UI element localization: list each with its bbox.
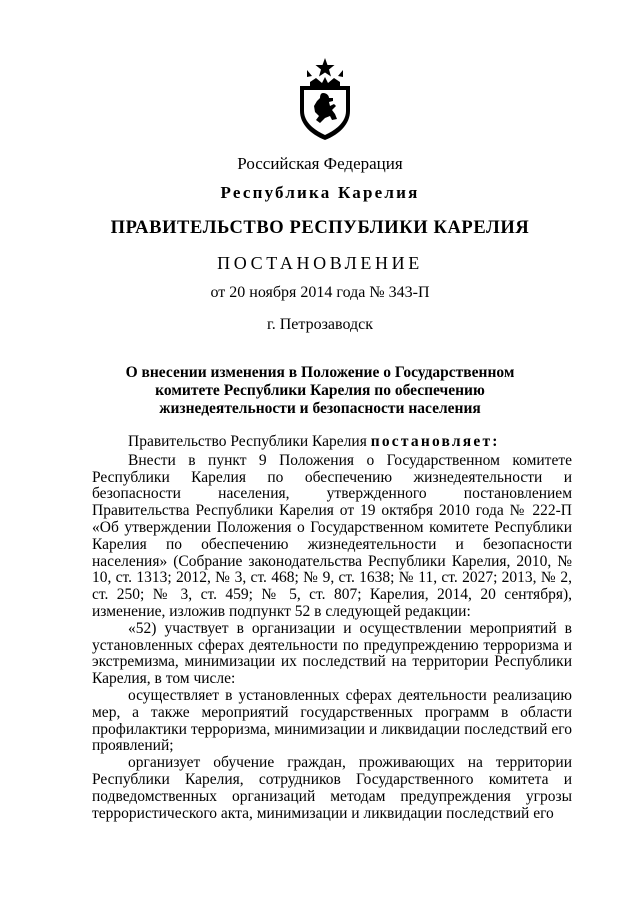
city: г. Петрозаводск	[266, 316, 374, 333]
resolution-subject: О внесении изменения в Положение о Государственном комитете Республики Карелия по обеспечению жизнедеятельности и безопасности населения	[125, 364, 515, 417]
intro-paragraph	[92, 434, 572, 451]
government-title: ПРАВИТЕЛЬСТВО РЕСПУБЛИКИ КАРЕЛИЯ	[110, 218, 530, 238]
republic-title: Республика Карелия	[220, 183, 420, 202]
body-paragraph: осуществляет в установленных сферах деятельности реализацию мер, а также мероприятий государственных программ в области профилактики терроризма, минимизации и ликвидации последствий его проявлений;	[92, 686, 572, 755]
body-paragraph: Внести в пункт 9 Положения о Государственном комитете Республики Карелия по обеспечению жизнедеятельности и безопасности населения, утвержденного постановлением Правительства Республики Карелия от 19 октября 2010 года № 222-П «Об утверждении Положения о Государственном комитете Республики Карелия по обеспечению жизнедеятельности и безопасности населения» (Собрание законодательства Республики Карелия, 2010, № 10, ст. 1313; 2012, № 3, ст. 468; № 9, ст. 1638; № 11, ст. 2027; 2013, № 2, ст. 250; № 3, ст. 459; № 5, ст. 807; Карелия, 2014, 20 сентября), изменение, изложив подпункт 52 в следующей редакции:	[92, 451, 572, 620]
date-and-number: от 20 ноября 2014 года № 343-П	[210, 284, 430, 301]
body-paragraph: «52) участвует в организации и осуществлении мероприятий в установленных сферах деятельности по предупреждению терроризма и экстремизма, минимизации их последствий на территории Республики Карелия, в том числе:	[92, 619, 572, 688]
resolution-body	[92, 434, 572, 822]
intro-verb: постановляет:	[370, 433, 500, 450]
document-type: ПОСТАНОВЛЕНИЕ	[217, 253, 423, 273]
coat-of-arms-emblem	[292, 56, 358, 142]
intro-text: Правительство Республики Карелия	[128, 433, 371, 450]
federation-title: Российская Федерация	[237, 154, 403, 173]
body-paragraph: организует обучение граждан, проживающих на территории Республики Карелия, сотрудников Государственного комитета и подведомственных организаций методам предупреждения угрозы террористического акта, минимизации и ликвидации последствий его	[92, 754, 572, 822]
